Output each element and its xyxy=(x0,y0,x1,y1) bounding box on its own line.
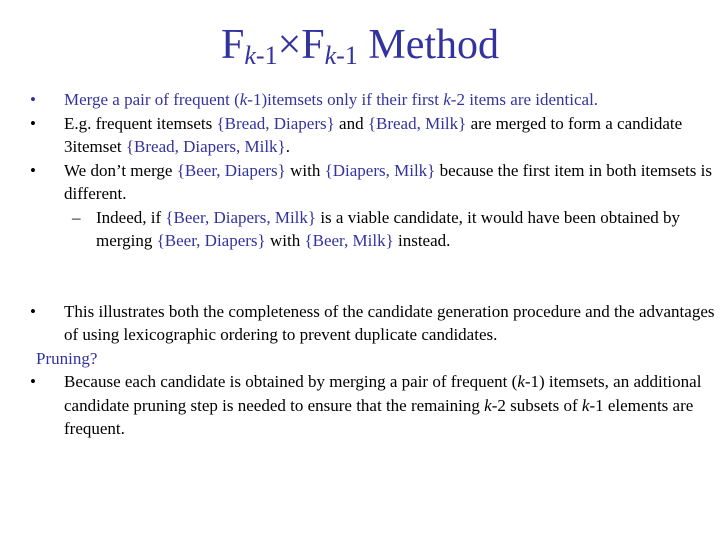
bullet-no-merge: • We don’t merge {Beer, Diapers} with {Diapers, Milk} because the first item in both itemsets is different. xyxy=(30,160,712,203)
pruning-heading: Pruning? xyxy=(36,348,98,368)
sub-bullet-indeed: – Indeed, if {Beer, Diapers, Milk} is a viable candidate, it would have been obtained by merging {Beer, Diapers} with {Beer, Milk} instead. xyxy=(72,207,681,250)
bullet-dot: • xyxy=(30,113,36,133)
slide-title: $F_{k-1}\times F_{k-1}$ Method xyxy=(221,22,499,70)
bullet-example: • E.g. frequent itemsets {Bread, Diapers} and {Bread, Milk} are merged to form a candidate 3itemset {Bread, Diapers, Milk}. xyxy=(30,113,683,156)
bullet-dot: • xyxy=(30,160,36,180)
bullet-illustrates: • This illustrates both the completeness of the candidate generation procedure and the advantages of using lexicographic ordering to prevent duplicate candidates. xyxy=(30,301,715,344)
bullet-pruning: • Because each candidate is obtained by merging a pair of frequent (k-1) itemsets, an additional candidate pruning step is needed to ensure that the remaining k-2 subsets of k-1 elements are frequent. xyxy=(30,372,702,438)
bullet-dot: • xyxy=(30,372,36,391)
bullet-merge-rule: • Merge a pair of frequent (k-1)itemsets only if their first k-2 items are identical. xyxy=(0,88,720,112)
slide-content xyxy=(0,88,720,441)
bullet-dot: • xyxy=(30,90,36,109)
spacer xyxy=(0,253,720,300)
bullet-dot: • xyxy=(30,301,36,321)
sub-bullet-dash: – xyxy=(72,207,81,227)
